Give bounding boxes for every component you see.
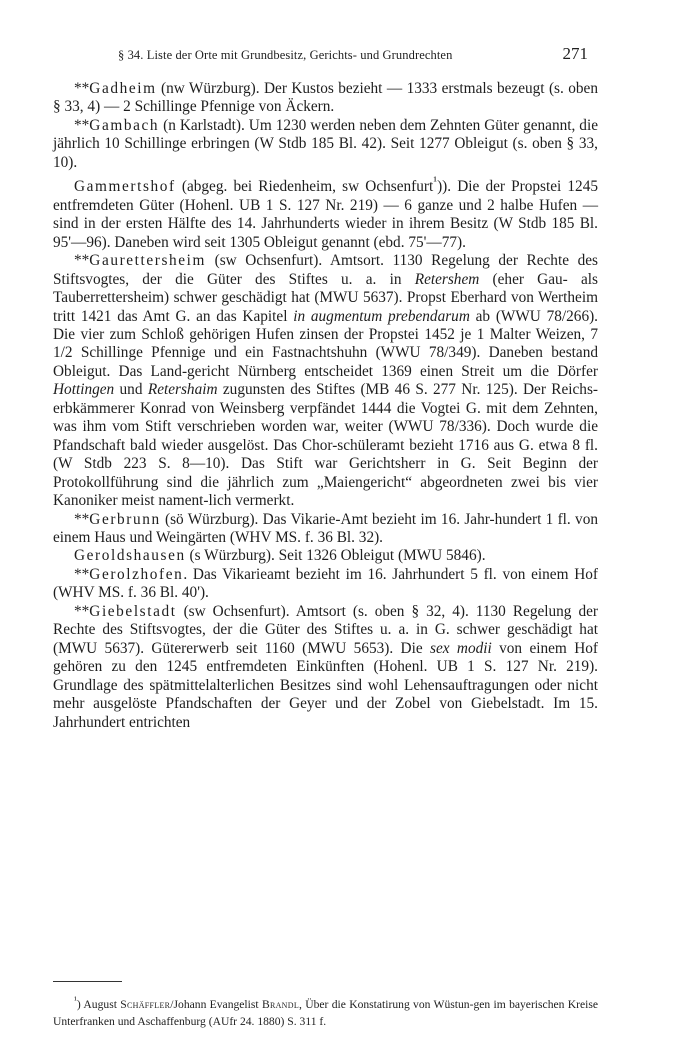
entry-text: (sw Ochsenfurt). Amtsort (s. oben § 32, 4). 1130 Regelung der Rechte des Stiftsvogtes, der die Güter des Stiftes u. a. in G. schwer geschädigt hat (MWU 5637). Gütererwerb seit 1160 (MWU 5653). Die [53,602,598,657]
place-name: Geroldshausen [74,547,186,565]
latin-term: Retershem [414,270,480,288]
entry-text: von einem Hof gehören zu den 1245 entfremdeten Einkünften (Hohenl. UB 1 S. 127 Nr. 219). Grundlage des spätmittelalterlichen Besitzes sind wohl Lehensauftragungen oder nicht mehr ausgelöste Pfandschaften der Geyer und der Zobel von Giebelstadt. Im 15. Jahrhundert entrichten [53,639,598,731]
place-name: Gerolzhofen [89,565,184,583]
entry-text: (sö Würzburg). Das Vikarie-Amt bezieht im 16. Jahr-hundert 1 fl. von einem Haus und Weingärten (WHV MS. f. 36 Bl. 32). [53,510,598,546]
entry-text: zugunsten des Stiftes (MB 46 S. 277 Nr. 125). Der Reichs-erbkämmerer Konrad von Weinsberg verpfändet 1444 die Vogtei G. mit dem Zehnten, was ihm vom Stift verschrieben worden war, weiter (WWU 78/336). Doch wurde die Pfandschaft bald wieder ausgelöst. Das Chor-schüleramt bezieht 1716 aus G. etwa 8 fl. (W Stdb 223 S. 8—10). Das Stift war Gerichtsherr in G. Seit Beginn der Protokollführung sind die jährlich zum „Maiengericht“ abgeordneten zwei bis vier Kanoniker meist nament-lich vermerkt. [53,381,598,510]
entry-stars: ** [74,80,90,97]
entry-stars: ** [74,116,90,134]
body-text [53,80,598,732]
place-entry [53,603,598,732]
entry-stars: ** [74,602,90,620]
place-entry [53,566,598,603]
running-header: § 34. Liste der Orte mit Grundbesitz, Gerichts- und Grundrechten [118,48,453,62]
entry-text: (abgeg. bei Riedenheim, sw Ochsenfurt [175,178,434,196]
footnote-mark: ¹ [74,995,77,1006]
entry-stars: ** [74,565,90,583]
footnote-run: , Über die Konstatirung von Wüstun-gen im bayerischen Kreise Unterfranken und Aschaffenburg (AUfr 24. 1880) S. 311 f. [53,997,598,1028]
entry-text: (sw Ochsenfurt). Amtsort. 1130 Regelung der Rechte des Stiftsvogtes, der die Güter des Stiftes u. a. in [53,252,598,288]
place-name: Gadheim [89,80,157,97]
latin-term: Hottingen [53,381,115,399]
footnote-rule [53,981,122,982]
entry-text: )). Die der Propstei 1245 entfremdeten Güter (Hohenl. UB 1 S. 127 Nr. 219) — 6 ganze und 2 halbe Hufen — sind in der ersten Hälfte des 14. Jahrhunderts wieder in ihrem Besitz (W Stdb 185 Bl. 95'—96). Daneben wird seit 1305 Obleigut genannt (ebd. 75'—77). [53,178,598,251]
place-name: Gammertshof [74,178,176,196]
footnote-text [53,992,598,1030]
entry-text: ab (WWU 78/266). Die vier zum Schloß gehörigen Hufen zinsen der Propstei 1452 je 1 Malter Weizen, 7 1/2 Schillinge Pfennige und ein Fastnachtshuhn (WWU 78/349). Daneben bestand Obleigut. Das Land-gericht Nürnberg entscheidet 1369 einen Streit um die Dörfer [53,307,599,380]
place-name: Gerbrunn [89,510,161,528]
latin-term: sex modii [430,639,492,657]
entry-text: (n Karlstadt). Um 1230 werden neben dem Zehnten Güter genannt, die jährlich 10 Schillinge erbringen (W Stdb 185 Bl. 42). Seit 1277 Obleigut (s. oben § 33, 10). [53,116,598,171]
entry-stars: ** [74,510,90,528]
entry-text: (nw Würzburg). Der Kustos bezieht — 1333 erstmals bezeugt (s. oben § 33, 4) — 2 Schillinge Pfennige von Äckern. [53,80,598,116]
author-name: Schäffler [120,997,171,1011]
place-entry [53,80,598,117]
place-name: Giebelstadt [89,602,177,620]
place-entry [53,547,598,565]
footnote-run: ) August [76,997,121,1011]
place-entry [53,172,598,252]
page-number: 271 [562,44,588,63]
entry-text: und [114,381,148,399]
latin-term: in augmentum prebendarum [293,307,470,325]
entry-text: (s Würzburg). Seit 1326 Obleigut (MWU 5846). [185,547,486,565]
place-entry [53,511,598,548]
place-name: Gaurettersheim [89,252,206,270]
latin-term: Retershaim [147,381,218,399]
footnote-run: /Johann Evangelist [170,997,262,1011]
place-entry [53,252,598,510]
footnote [53,992,598,1030]
footnote-ref: ¹ [433,174,438,189]
entry-text: (eher Gau- als Tauberrettersheim) schwer geschädigt hat (MWU 5637). Propst Eberhard von Wertheim tritt 1421 das Amt G. an das Kapitel [53,270,598,325]
entry-stars: ** [74,252,90,270]
place-name: Gambach [89,116,160,134]
entry-text: . Das Vikarieamt bezieht im 16. Jahrhundert 5 fl. von einem Hof (WHV MS. f. 36 Bl. 40'). [53,565,598,602]
place-entry [53,117,598,172]
author-name: Brandl [261,997,300,1011]
